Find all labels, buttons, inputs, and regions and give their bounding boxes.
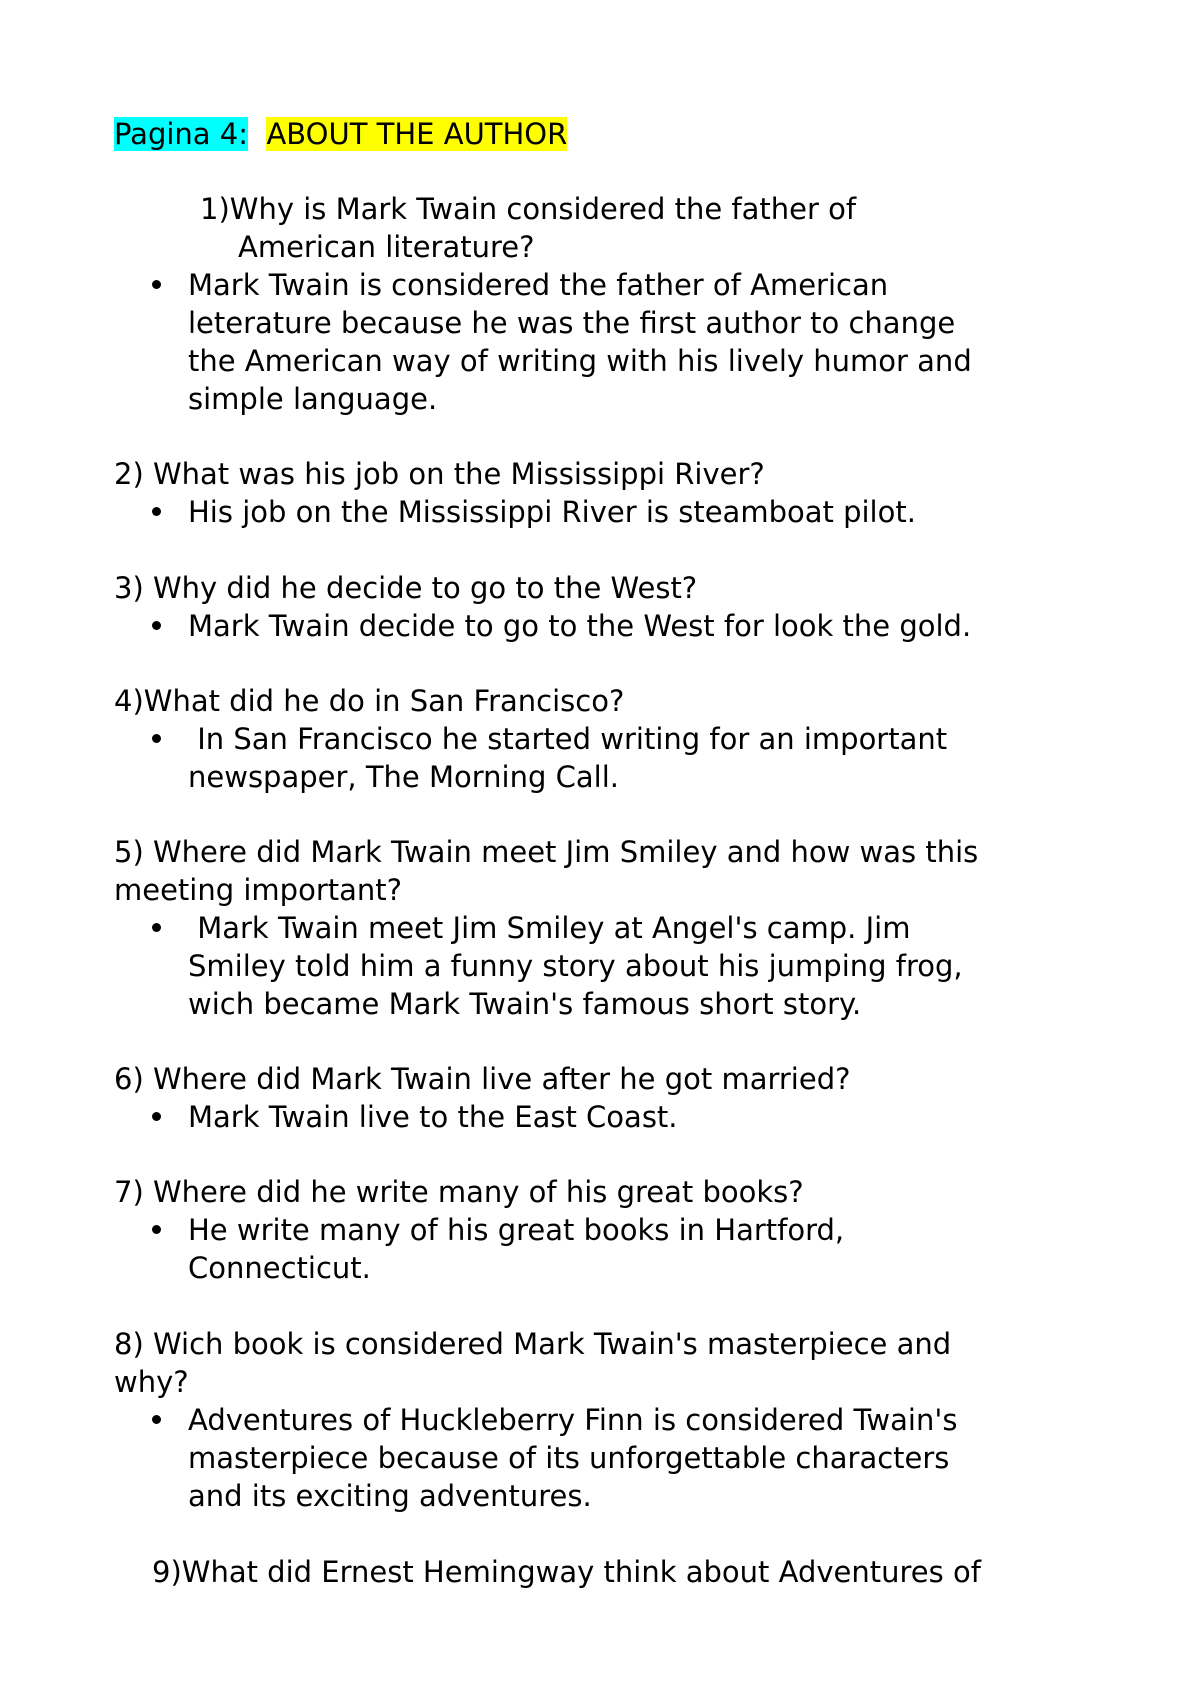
question-4: 4)What did he do in San Francisco? (114, 684, 625, 718)
question-3: 3) Why did he decide to go to the West? (114, 571, 698, 605)
answer-2-line-1: His job on the Mississippi River is steamboat pilot. (188, 495, 916, 529)
bullet-icon (152, 734, 161, 743)
question-5-line-2: meeting important? (114, 873, 403, 907)
question-1-line-1: 1)Why is Mark Twain considered the father of (200, 192, 857, 226)
answer-1-line-3: the American way of writing with his lively humor and (188, 344, 972, 378)
bullet-icon (152, 1225, 161, 1234)
question-8-line-2: why? (114, 1365, 189, 1399)
answer-3-line-1: Mark Twain decide to go to the West for look the gold. (188, 609, 972, 643)
answer-1-line-2: leterature because he was the first author to change (188, 306, 956, 340)
answer-5-line-1: Mark Twain meet Jim Smiley at Angel's camp. Jim (188, 911, 911, 945)
answer-4-line-1: In San Francisco he started writing for an important (188, 722, 948, 756)
question-9-line-1: 9)What did Ernest Hemingway think about Adventures of (152, 1555, 981, 1589)
bullet-icon (152, 507, 161, 516)
question-8-line-1: 8) Wich book is considered Mark Twain's masterpiece and (114, 1327, 952, 1361)
question-1-line-2: American literature? (238, 230, 535, 264)
bullet-icon (152, 1112, 161, 1121)
answer-5-line-2: Smiley told him a funny story about his jumping frog, (188, 949, 963, 983)
answer-7-line-2: Connecticut. (188, 1251, 371, 1285)
bullet-icon (152, 923, 161, 932)
bullet-icon (152, 621, 161, 630)
bullet-icon (152, 280, 161, 289)
answer-8-line-3: and its exciting adventures. (188, 1479, 592, 1513)
bullet-icon (152, 1415, 161, 1424)
question-7: 7) Where did he write many of his great books? (114, 1175, 804, 1209)
answer-7-line-1: He write many of his great books in Hartford, (188, 1213, 845, 1247)
question-6: 6) Where did Mark Twain live after he got married? (114, 1062, 851, 1096)
answer-5-line-3: wich became Mark Twain's famous short story. (188, 987, 862, 1021)
page-title: ABOUT THE AUTHOR (266, 117, 568, 151)
answer-1-line-1: Mark Twain is considered the father of American (188, 268, 889, 302)
answer-8-line-1: Adventures of Huckleberry Finn is considered Twain's (188, 1403, 958, 1437)
page-label: Pagina 4: (114, 117, 249, 151)
question-5-line-1: 5) Where did Mark Twain meet Jim Smiley and how was this (114, 835, 979, 869)
answer-1-line-4: simple language. (188, 382, 438, 416)
question-2: 2) What was his job on the Mississippi River? (114, 457, 765, 491)
answer-6-line-1: Mark Twain live to the East Coast. (188, 1100, 678, 1134)
page-heading (114, 115, 567, 153)
answer-4-line-2: newspaper, The Morning Call. (188, 760, 619, 794)
answer-8-line-2: masterpiece because of its unforgettable characters (188, 1441, 950, 1475)
